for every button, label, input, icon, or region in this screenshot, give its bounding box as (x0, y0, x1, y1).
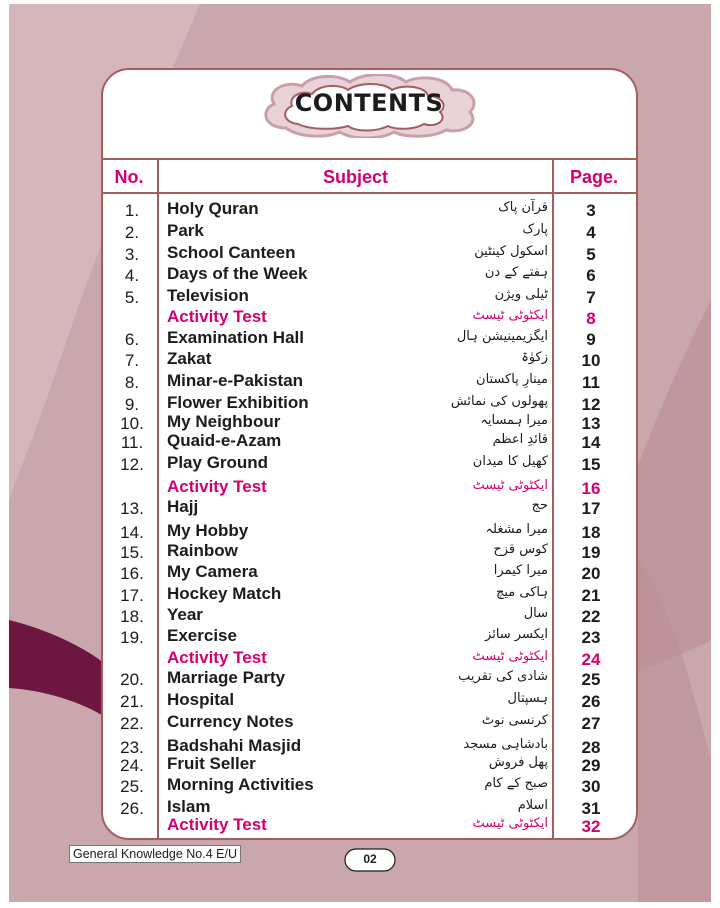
row-page-number: 13 (581, 414, 601, 433)
row-page-number: 22 (581, 607, 601, 626)
row-urdu-subject: پارک (522, 222, 548, 237)
row-urdu-subject: کرنسی نوٹ (481, 713, 548, 728)
row-number: 19. (120, 628, 144, 647)
row-subject: Exercise (167, 626, 237, 645)
row-urdu-subject: کھیل کا میدان (472, 454, 548, 469)
row-page-number: 4 (586, 223, 596, 242)
row-number: 6. (124, 330, 140, 349)
row-subject: Currency Notes (167, 712, 294, 731)
row-urdu-subject: میرا کیمرا (493, 563, 548, 578)
table-row (0, 497, 720, 517)
row-urdu-subject: ایکسر سائز (485, 627, 548, 642)
row-number: 11. (120, 433, 144, 452)
row-urdu-subject: ہسپتال (507, 691, 548, 706)
column-header-subject: Subject (322, 167, 388, 187)
row-subject: Year (167, 605, 203, 624)
row-subject: Minar-e-Pakistan (167, 371, 304, 390)
row-page-number: 21 (581, 586, 601, 605)
row-page-number: 26 (581, 692, 601, 711)
row-subject: Activity Test (167, 815, 267, 834)
table-row (0, 328, 720, 348)
row-number: 15. (120, 543, 144, 562)
row-subject: Quaid-e-Azam (167, 431, 282, 450)
row-number: 4. (124, 266, 140, 285)
row-urdu-subject: ایکٹوٹی ٹیسٹ (472, 308, 548, 323)
table-row (0, 668, 720, 688)
table-row (0, 349, 720, 369)
row-subject: Marriage Party (167, 668, 286, 687)
row-urdu-subject: شادی کی تقریب (458, 669, 548, 684)
row-page-number: 32 (581, 817, 601, 836)
page-title: CONTENTS (294, 89, 444, 117)
page-number: 02 (363, 852, 377, 866)
row-page-number: 18 (581, 523, 601, 542)
row-subject: Rainbow (167, 541, 238, 560)
table-row (0, 199, 720, 219)
row-subject: Zakat (167, 349, 212, 368)
row-subject: Park (167, 221, 204, 240)
row-page-number: 20 (581, 564, 601, 583)
row-urdu-subject: ایکٹوٹی ٹیسٹ (472, 816, 548, 831)
row-page-number: 28 (581, 738, 601, 757)
activity-test-row (0, 648, 720, 668)
row-subject: Activity Test (167, 477, 267, 496)
row-number: 21. (120, 692, 144, 711)
row-subject: Islam (167, 797, 211, 816)
row-subject: Examination Hall (167, 328, 304, 347)
table-row (0, 712, 720, 732)
row-subject: Hajj (167, 497, 199, 516)
table-row (0, 286, 720, 306)
table-row (0, 775, 720, 795)
row-page-number: 16 (581, 479, 601, 498)
row-urdu-subject: میرا مشغلہ (485, 522, 548, 537)
row-subject: My Camera (167, 562, 258, 581)
row-subject: Days of the Week (167, 264, 308, 283)
row-number: 18. (120, 607, 144, 626)
row-urdu-subject: پھل فروش (488, 755, 548, 770)
row-number: 22. (120, 714, 144, 733)
row-urdu-subject: بادشاہی مسجد (463, 737, 548, 752)
row-urdu-subject: قرآن پاک (498, 200, 548, 215)
row-number: 20. (120, 670, 144, 689)
column-header-number: No. (114, 167, 144, 187)
row-urdu-subject: ایگزیمینیشن ہال (456, 329, 548, 344)
row-number: 24. (120, 756, 144, 775)
row-page-number: 30 (581, 777, 601, 796)
row-number: 25. (120, 777, 144, 796)
table-row (0, 605, 720, 625)
row-page-number: 10 (581, 351, 601, 370)
row-page-number: 9 (586, 330, 596, 349)
row-number: 2. (124, 223, 140, 242)
row-page-number: 19 (581, 543, 601, 562)
row-urdu-subject: مینارِ پاکستان (476, 372, 548, 387)
row-subject: Fruit Seller (167, 754, 256, 773)
row-subject: Hockey Match (167, 584, 282, 603)
row-number: 26. (120, 799, 144, 818)
row-number: 5. (124, 288, 140, 307)
row-page-number: 23 (581, 628, 601, 647)
row-subject: Badshahi Masjid (167, 736, 302, 755)
row-urdu-subject: ایکٹوٹی ٹیسٹ (472, 478, 548, 493)
row-subject: My Neighbour (167, 412, 281, 431)
table-row (0, 243, 720, 263)
row-number: 9. (124, 395, 140, 414)
row-number: 13. (120, 499, 144, 518)
row-urdu-subject: ہاکی میچ (495, 585, 548, 600)
table-row (0, 431, 720, 451)
row-subject: Flower Exhibition (167, 393, 309, 412)
row-page-number: 8 (586, 309, 596, 328)
row-number: 12. (120, 455, 144, 474)
row-page-number: 5 (586, 245, 596, 264)
row-number: 8. (124, 373, 140, 392)
table-row (0, 584, 720, 604)
table-row (0, 412, 720, 432)
row-page-number: 12 (581, 395, 601, 414)
row-subject: Holy Quran (167, 199, 259, 218)
row-page-number: 3 (586, 201, 596, 220)
row-urdu-subject: اسلام (517, 798, 548, 813)
table-row (0, 797, 720, 817)
row-urdu-subject: زکوٰۃ (521, 350, 548, 365)
table-row (0, 264, 720, 284)
activity-test-row (0, 815, 720, 835)
table-row (0, 736, 720, 756)
row-urdu-subject: کوس قزح (493, 542, 548, 557)
row-page-number: 29 (581, 756, 601, 775)
row-page-number: 24 (581, 650, 601, 669)
row-number: 10. (120, 414, 144, 433)
row-subject: School Canteen (167, 243, 296, 262)
row-page-number: 15 (581, 455, 601, 474)
row-urdu-subject: حج (531, 498, 548, 513)
table-row (0, 754, 720, 774)
table-row (0, 626, 720, 646)
table-row (0, 221, 720, 241)
row-subject: Activity Test (167, 307, 267, 326)
row-urdu-subject: ٹیلی ویژن (494, 287, 548, 302)
row-page-number: 14 (581, 433, 601, 452)
row-subject: Television (167, 286, 249, 305)
row-page-number: 25 (581, 670, 601, 689)
book-label: General Knowledge No.4 E/U (69, 845, 241, 863)
row-page-number: 11 (582, 373, 600, 392)
row-number: 23. (120, 738, 144, 757)
activity-test-row (0, 307, 720, 327)
row-subject: Activity Test (167, 648, 267, 667)
table-row (0, 453, 720, 473)
row-number: 3. (124, 245, 140, 264)
row-number: 16. (120, 564, 144, 583)
row-urdu-subject: اسکول کینٹین (474, 244, 548, 259)
row-urdu-subject: قائدِ اعظم (492, 432, 548, 447)
row-page-number: 17 (581, 499, 601, 518)
row-subject: Hospital (167, 690, 235, 709)
row-page-number: 7 (586, 288, 596, 307)
row-number: 7. (124, 351, 140, 370)
table-row (0, 562, 720, 582)
activity-test-row (0, 477, 720, 497)
header-bottom-rule (101, 192, 638, 194)
row-page-number: 6 (586, 266, 596, 285)
row-subject: My Hobby (167, 521, 249, 540)
row-urdu-subject: ہفتے کے دن (484, 265, 548, 280)
row-number: 17. (120, 586, 144, 605)
row-urdu-subject: صبح کے کام (484, 776, 548, 791)
table-row (0, 371, 720, 391)
header-top-rule (101, 158, 638, 160)
table-row (0, 690, 720, 710)
table-row (0, 521, 720, 541)
row-page-number: 31 (581, 799, 601, 818)
row-subject: Play Ground (167, 453, 269, 472)
row-number: 1. (124, 201, 140, 220)
row-subject: Morning Activities (167, 775, 314, 794)
column-header-page: Page. (569, 167, 619, 187)
row-number: 14. (120, 523, 144, 542)
table-row (0, 393, 720, 413)
row-urdu-subject: سال (523, 606, 548, 621)
row-urdu-subject: میرا ہمسایہ (480, 413, 548, 428)
row-urdu-subject: ایکٹوٹی ٹیسٹ (472, 649, 548, 664)
row-page-number: 27 (581, 714, 601, 733)
row-urdu-subject: پھولوں کی نمائش (450, 394, 548, 409)
table-row (0, 541, 720, 561)
